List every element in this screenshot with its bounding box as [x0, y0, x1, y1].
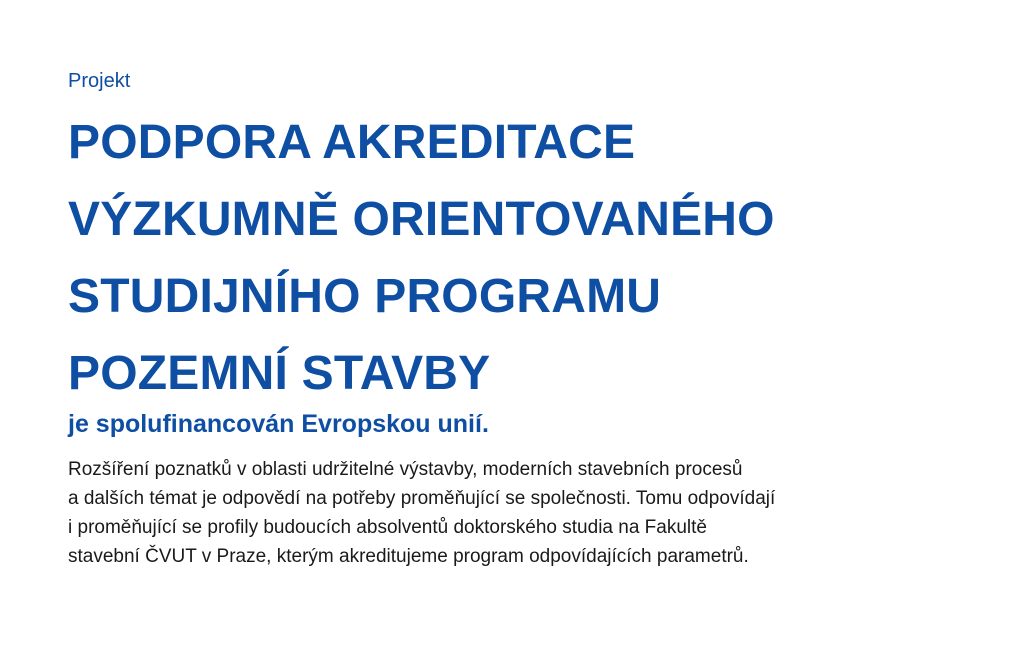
funding-statement: je spolufinancován Evropskou unií.	[68, 410, 489, 438]
description-line: stavební ČVUT v Praze, kterým akreditujeme program odpovídajících parametrů.	[68, 546, 749, 567]
title-line: STUDIJNÍHO PROGRAMU	[68, 270, 662, 323]
description-line: Rozšíření poznatků v oblasti udržitelné výstavby, moderních stavebních procesů	[68, 459, 743, 480]
project-description	[68, 455, 775, 571]
document-page	[68, 0, 968, 660]
project-title	[68, 104, 775, 412]
title-line: POZEMNÍ STAVBY	[68, 347, 491, 400]
project-label: Projekt	[68, 70, 131, 92]
title-line: VÝZKUMNĚ ORIENTOVANÉHO	[68, 193, 775, 246]
description-line: i proměňující se profily budoucích absolventů doktorského studia na Fakultě	[68, 517, 707, 538]
description-line: a dalších témat je odpovědí na potřeby proměňující se společnosti. Tomu odpovídají	[68, 488, 776, 509]
title-line: PODPORA AKREDITACE	[68, 116, 636, 169]
